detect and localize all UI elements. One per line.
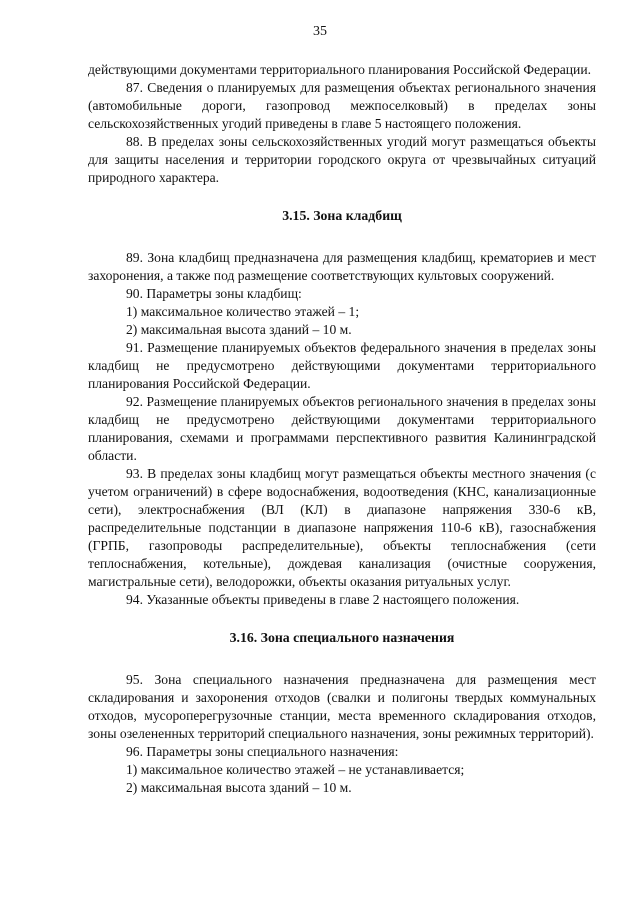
- paragraph-continuation: действующими документами территориального планирования Российской Федерации.: [88, 62, 592, 77]
- section-heading-3-15: 3.15. Зона кладбищ: [282, 208, 402, 223]
- list-item-96-2: 2) максимальная высота зданий – 10 м.: [126, 780, 352, 795]
- paragraph-96: 96. Параметры зоны специального назначения:: [126, 744, 399, 759]
- paragraph-91: 91. Размещение планируемых объектов федерального значения в пределах зоны кладбищ не предусмотрено действующими документами территориального планирования Российской Федерации.: [88, 340, 596, 391]
- list-item-90-2: 2) максимальная высота зданий – 10 м.: [126, 322, 352, 337]
- page-body: [88, 61, 596, 797]
- paragraph-95: 95. Зона специального назначения предназначена для размещения мест складирования и захоронения отходов (свалки и полигоны твердых коммунальных отходов, мусороперегрузочные станции, места временного складирования отходов, зоны озелененных территорий специального назначения, зоны режимных территорий).: [88, 672, 596, 741]
- paragraph-92: 92. Размещение планируемых объектов регионального значения в пределах зоны кладбищ не предусмотрено действующими документами территориального планирования, схемами и программами перспективного развития Калининградской области.: [88, 394, 596, 463]
- paragraph-94: 94. Указанные объекты приведены в главе 2 настоящего положения.: [126, 592, 520, 607]
- list-item-90-1: 1) максимальное количество этажей – 1;: [126, 304, 360, 319]
- paragraph-89: 89. Зона кладбищ предназначена для размещения кладбищ, крематориев и мест захоронения, а также под размещение соответствующих культовых сооружений.: [88, 250, 596, 283]
- paragraph-93: 93. В пределах зоны кладбищ могут размещаться объекты местного значения (с учетом ограничений) в сфере водоснабжения, водоотведения (КНС, канализационные сети), электроснабжения (ВЛ (КЛ) в диапазоне напряжения 330-6 кВ, распределительные подстанции в диапазоне напряжения 110-6 кВ), газоснабжения (ГРПБ, газопроводы распределительные), объекты теплоснабжения (сети теплоснабжения, котельные), дождевая канализация (очистные сооружения, магистральные сети), велодорожки, объекты оказания ритуальных услуг.: [88, 466, 596, 589]
- paragraph-88: 88. В пределах зоны сельскохозяйственных угодий могут размещаться объекты для защиты населения и территории городского округа от чрезвычайных ситуаций природного характера.: [88, 134, 596, 185]
- paragraph-90: 90. Параметры зоны кладбищ:: [126, 286, 302, 301]
- page-number: 35: [313, 24, 327, 39]
- section-heading-3-16: 3.16. Зона специального назначения: [229, 630, 455, 645]
- paragraph-87: 87. Сведения о планируемых для размещения объектах регионального значения (автомобильные дороги, газопровод межпоселковый) в пределах зоны сельскохозяйственных угодий приведены в главе 5 настоящего положения.: [88, 80, 596, 131]
- list-item-96-1: 1) максимальное количество этажей – не устанавливается;: [126, 762, 465, 777]
